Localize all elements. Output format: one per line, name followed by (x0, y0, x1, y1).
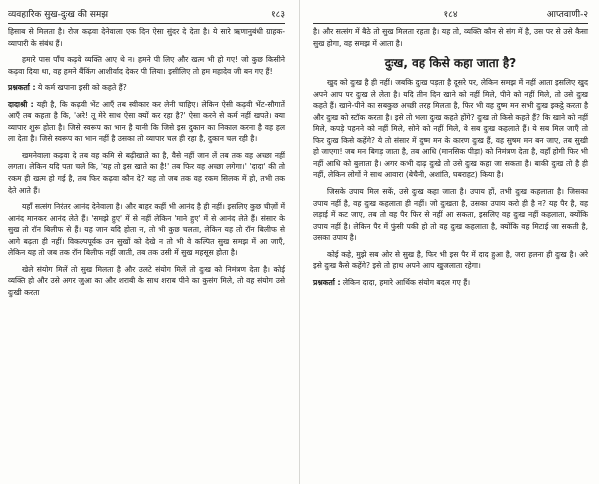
speaker-label: दादाश्री : (8, 99, 34, 109)
paragraph-text: हिसाब से मिलता है। रोज कढ़वा देनेवाला एक दिन ऐसा सुंदर दे देता है। ये सारे ऋणानुबंधी ग्राहक-व्यापारी के संबंध हैं। (8, 27, 285, 48)
paragraph-text: यही है, कि कढ़वी भेंट आएँ तब स्वीकार कर लेनी चाहिए। लेकिन ऐसी कढ़वी भेंट-सौगातें आएँ तब कहता है कि, 'अरे! तू मेरे साथ ऐसा क्यों कर रहा है?' ऐसा करने से कर्म नहीं खपते। क्या व्यापार शुरू होता है। जिसे स्वरूप का भान है यानी कि जिसे इस दुकान का निकाल करना है वह हल ला देता है। जिसे स्वरूप का भान नहीं है उसका तो व्यापार चल ही रहा है, दुकान चल रही है। (8, 99, 285, 144)
paragraph-text: हमारे पास पाँच कढ़वे व्यक्ति आए थे न। हमने पी लिए और खत्म भी हो गए! जो कुछ किसीने कढ़वा दिया था, वह हमने बैंकिंग आशीर्वाद देकर पी लिया। इसीलिए तो हम महादेव जी बन गए हैं! (8, 55, 285, 76)
paragraph (313, 186, 588, 244)
paragraph-text: है। और सत्संग में बैठे तो सुख मिलता रहता है। यह तो, व्यक्ति कौन से संग में है, उस पर से उसे कैसा सुख होगा, वह समझ में आता है। (313, 27, 588, 48)
paragraph-text: लेकिन दादा, हमारे आर्थिक संयोग बदल गए हैं। (340, 277, 471, 287)
paragraph (8, 82, 285, 94)
left-header-rule (8, 23, 285, 24)
right-header-rule (313, 23, 588, 24)
paragraph (313, 26, 588, 49)
paragraph-text: ये कर्म खपाना इसी को कहते हैं? (35, 83, 127, 93)
right-body-after (313, 77, 588, 288)
left-page-header (8, 8, 285, 26)
speaker-label: प्रश्नकर्ता : (8, 83, 36, 93)
paragraph (8, 54, 285, 77)
paragraph-text: खेले संयोग मिलें तो सुख मिलता है और उलटे संयोग मिलें तो दुःख को निमंत्रण देता है। कोई व्यक्ति हो और उसे अगर जुआ का और शराबी के साथ शराब पीने का कुसंग मिले, तो वह संयोग उसे दुःखी करता (8, 264, 285, 297)
paragraph (8, 26, 285, 49)
paragraph-text: जिसके उपाय मिल सकें, उसे दुःख कहा जाता है। उपाय हों, तभी दुःख कहलाता है। जिसका उपाय नहीं है, वह दुःख कहलाता ही नहीं। जो दुःखता है, उसका उपाय करो ही है न? यह पैर है, वह लड़ाई में कट जाए, तब तो वह पैर फिर से नहीं आ सकता, इसलिए वह दुःख नहीं कहलाता, क्योंकि उपाय नहीं है। लेकिन पैर में फुंसी पकी हो तो वह दुःख कहलाता है, क्योंकि वह मिटाई जा सकती है, उसका उपाय है। (313, 187, 588, 243)
speaker-label: प्रश्नकर्ता : (313, 277, 341, 287)
paragraph (8, 264, 285, 299)
right-body-before (313, 26, 588, 49)
right-page-number: १८४ (443, 10, 458, 20)
right-page-body (313, 26, 588, 288)
paragraph (313, 277, 588, 289)
paragraph-text: खमनेवाला कढ़वा दे तब वह कमि से बढ़ीखाते का है, वैसे नहीं जान लें तब तक वह अच्छा नहीं लगता। लेकिन यदि पता चले कि, 'यह तो इस खाते का है!' तब फिर वह अच्छा लगेगा।' 'दादा' की तो रकम ही खत्म हो गई है, तब फिर कढ़वा कौन दे? यह तो जब तक वह रकम सिलक में हो, तभी तक देते आते हैं। (8, 150, 285, 195)
left-page-body (8, 26, 285, 298)
paragraph-text: खुद को दुःख है ही नहीं। जबकि दुःख पड़ता है दूसरे पर, लेकिन समझ में नहीं आता इसलिए खुद अपने आप पर दुःख ले लेता है। यदि तीन दिन खाने को नहीं मिले, पीने को नहीं मिले, तो उसे दुःख कहते हैं। खाने-पीने का सबकुछ अच्छी तरह मिलता है, फिर भी वह दुष्म मन सभी दुःख इकट्ठे करता है और दुःख को स्टॉक करता है। इसे तो भला दुःख कहते होंगे? दुःख तो किसे कहते हैं? कि खाने को नहीं मिले, कपड़े पहनने को नहीं मिले, सोने को नहीं मिले, वे सब दुःख कहलाते हैं। ये सब मिल जाएँ तो फिर दुःख किसे कहेंगे? ये तो संसार में दुष्म मन के कारण दुःख हैं, वह सुषम मन बन जाए, तब सुखी हो जाएगा! जब मन बिगड़ जाता है, तब आधि (मानसिक पीड़ा) को निमंत्रण देता है, वहाँ होगी फिर भी नहीं आधि को बुलाता है। अगर कभी दाढ़ दुःखे तो उसे दुःख कहा जा सकता है। बाकी दुःख तो है ही नहीं, लेकिन लोगों ने साथ आवारा (बेचैनी, अशांति, घबराहट) किया है। (313, 78, 588, 180)
paragraph (313, 77, 588, 181)
paragraph (313, 249, 588, 272)
right-page-header (313, 8, 588, 26)
right-page (299, 0, 598, 484)
paragraph (8, 99, 285, 145)
right-running-title: आप्तवाणी-२ (546, 10, 588, 20)
left-page-number: १८३ (270, 10, 285, 20)
paragraph-text: यहाँ सत्संग निरंतर आनंद देनेवाला है। और बाहर कहीं भी आनंद है ही नहीं। इसलिए कुछ चीज़ों में आनंद मानकर आनंद लेते हैं। 'समझे हुए' में से नहीं लेकिन 'माने हुए' में से आनंद लेते हैं। संसार के सुख तो रॉन बिलीफ से हैं। यह जान यदि होता न, तो भी कुछ चलता, लेकिन यह तो रॉन बिलीफ से आगे बढ़ता ही नहीं। विकल्पपूर्वक उन सुखों को देखे न तो भी वे कल्पित सुख समझ में आ जाएँ, लेकिन यह तो जब तक रॉन बिलीफ नहीं जाती, तब तक उसी में सुख महसूस होता है। (8, 202, 285, 258)
paragraph (8, 201, 285, 259)
left-running-title: व्यवहारिक सुख-दुःख की समझ (8, 10, 109, 20)
section-heading: दुःख, वह किसे कहा जाता है? (384, 56, 517, 71)
paragraph (8, 150, 285, 196)
paragraph-text: कोई कहे, मुझे सब ओर से सुख है, फिर भी इस पैर में दाद हुआ है, जरा हलना ही दुःख है। अरे इसे दुःख कैसे कहेंगे? इसे तो हाथ अपने आप खुजलाता रहेगा। (313, 249, 588, 271)
left-page (0, 0, 299, 484)
